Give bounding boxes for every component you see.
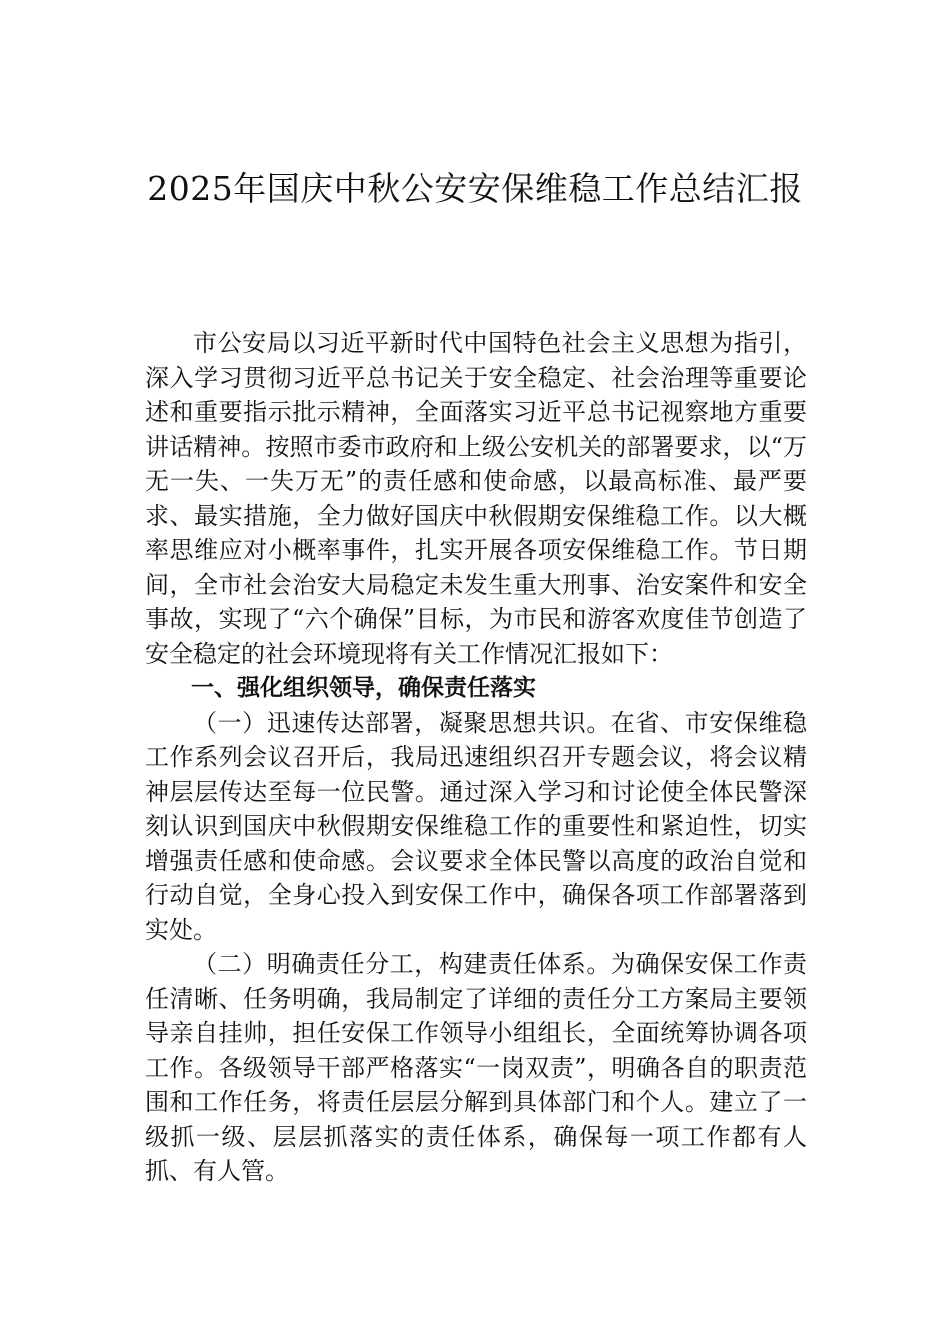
- section-heading-1: 一、强化组织领导，确保责任落实: [191, 675, 536, 701]
- subsection-paragraph-1: （一）迅速传达部署，凝聚思想共识。在省、市安保维稳工作系列会议召开后，我局迅速组织召开专题会议，将会议精神层层传达至每一位民警。通过深入学习和讨论使全体民警深刻认识到国庆中秋假期安保维稳工作的重要性和紧迫性，切实增强责任感和使命感。会议要求全体民警以高度的政治自觉和行动自觉，全身心投入到安保工作中，确保各项工作部署落到实处。: [145, 708, 807, 944]
- intro-paragraph: 市公安局以习近平新时代中国特色社会主义思想为指引，深入学习贯彻习近平总书记关于安全稳定、社会治理等重要论述和重要指示批示精神，全面落实习近平总书记视察地方重要讲话精神。按照市委市政府和上级公安机关的部署要求，以“万无一失、一失万无”的责任感和使命感，以最高标准、最严要求、最实措施，全力做好国庆中秋假期安保维稳工作。以大概率思维应对小概率事件，扎实开展各项安保维稳工作。节日期间，全市社会治安大局稳定未发生重大刑事、治安案件和安全事故，实现了“六个确保”目标，为市民和游客欢度佳节创造了安全稳定的社会环境现将有关工作情况汇报如下：: [145, 329, 807, 668]
- subsection-paragraph-2: （二）明确责任分工，构建责任体系。为确保安保工作责任清晰、任务明确，我局制定了详细的责任分工方案局主要领导亲自挂帅，担任安保工作领导小组组长，全面统筹协调各项工作。各级领导干部严格落实“一岗双责”，明确各自的职责范围和工作任务，将责任层层分解到具体部门和个人。建立了一级抓一级、层层抓落实的责任体系，确保每一项工作都有人抓、有人管。: [145, 950, 807, 1185]
- document-body: [145, 326, 807, 1189]
- document-title: 2025年国庆中秋公安安保维稳工作总结汇报: [147, 169, 803, 208]
